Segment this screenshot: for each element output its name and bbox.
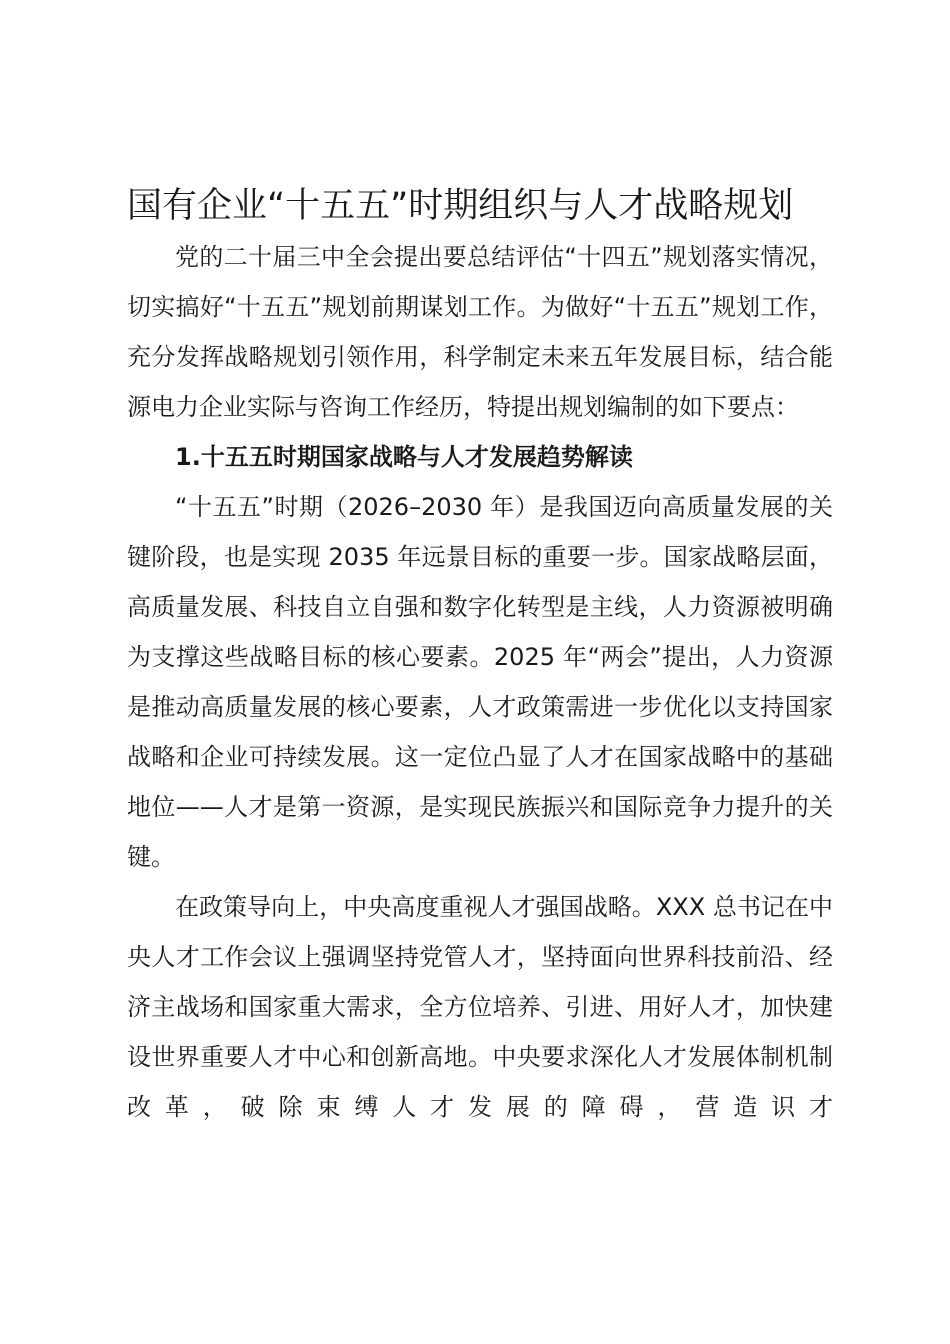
body-paragraph: “十五五”时期（2026–2030 年）是我国迈向高质量发展的关键阶段，也是实现 2035 年远景目标的重要一步。国家战略层面，高质量发展、科技自立自强和数字化转型是主线，人力资源被明确为支撑这些战略目标的核心要素。2025 年“两会”提出，人力资源是推动高质量发展的核心要素，人才政策需进一步优化以支持国家战略和企业可持续发展。这一定位凸显了人才在国家战略中的基础地位——人才是第一资源，是实现民族振兴和国际竞争力提升的关键。 xyxy=(127,493,833,871)
section-heading: 1.十五五时期国家战略与人才发展趋势解读 xyxy=(175,443,633,471)
document-body xyxy=(127,232,833,1132)
body-paragraph: 在政策导向上，中央高度重视人才强国战略。XXX 总书记在中央人才工作会议上强调坚持党管人才，坚持面向世界科技前沿、经济主战场和国家重大需求，全方位培养、引进、用好人才，加快建设世界重要人才中心和创新高地。中央要求深化人才发展体制机制改革，破除束缚人才发展的障碍，营造识才 xyxy=(127,893,833,1121)
intro-paragraph: 党的二十届三中全会提出要总结评估“十四五”规划落实情况，切实搞好“十五五”规划前期谋划工作。为做好“十五五”规划工作，充分发挥战略规划引领作用，科学制定未来五年发展目标，结合能源电力企业实际与咨询工作经历，特提出规划编制的如下要点： xyxy=(127,243,833,421)
document-title: 国有企业“十五五”时期组织与人才战略规划 xyxy=(127,186,794,226)
